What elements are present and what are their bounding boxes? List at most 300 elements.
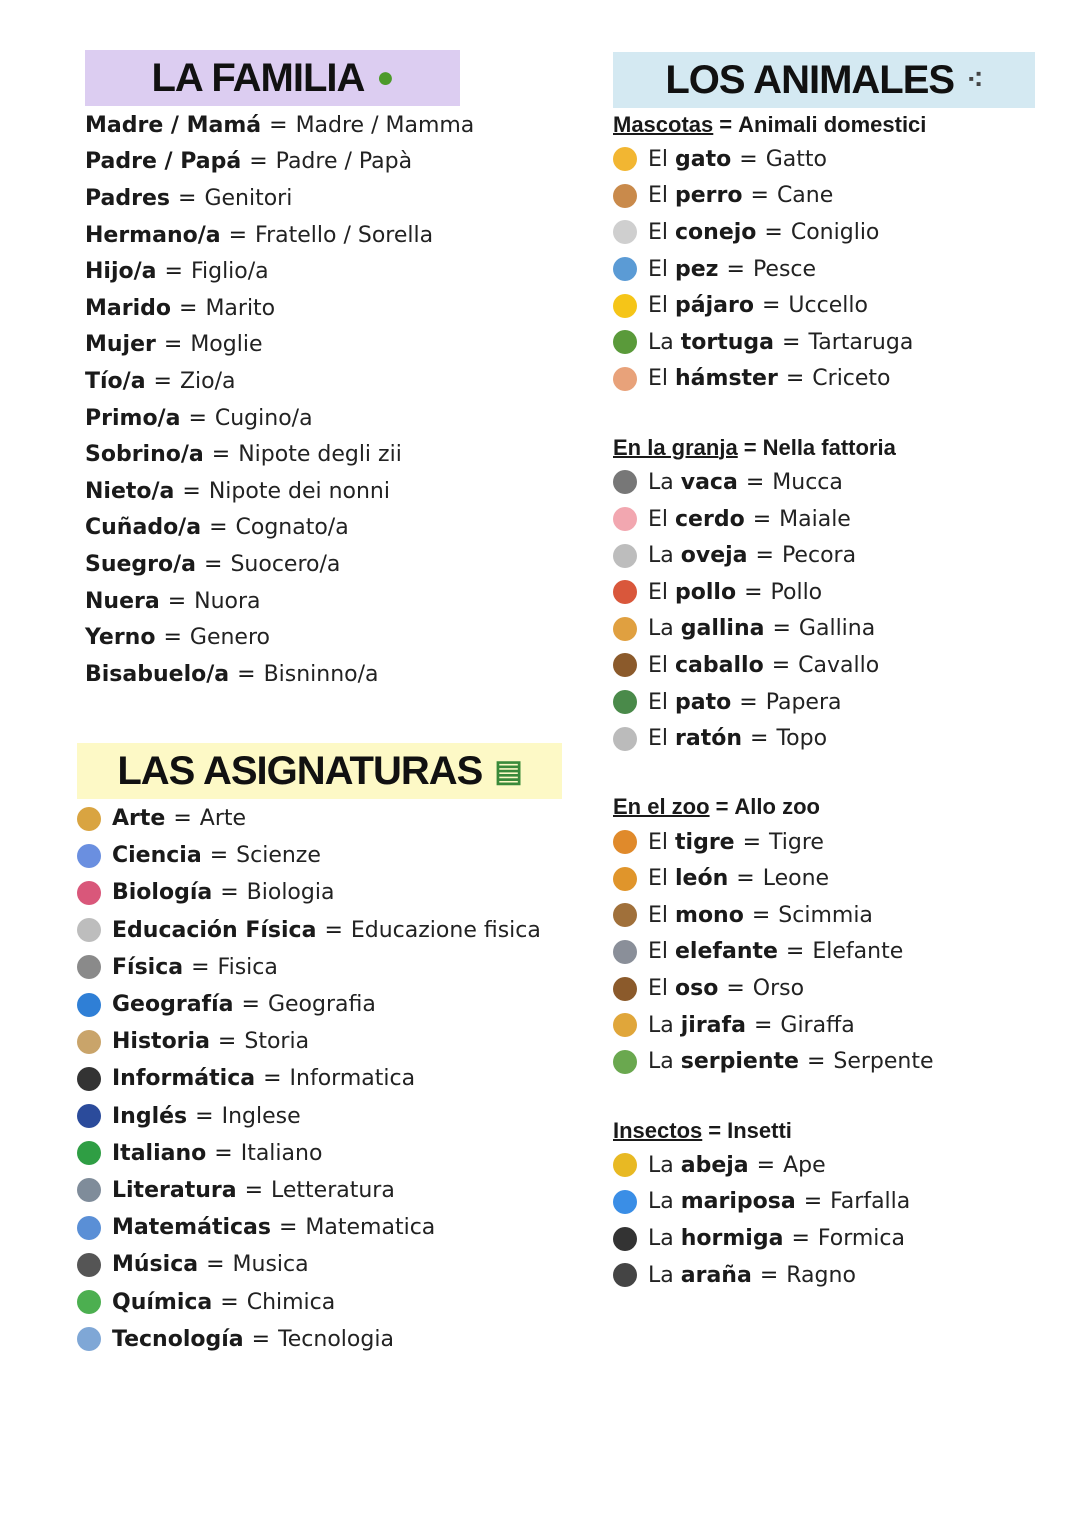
cow-icon xyxy=(613,470,637,494)
list-item xyxy=(77,1172,541,1209)
spanish-term: hormiga xyxy=(680,1226,784,1252)
article: La xyxy=(648,543,674,569)
article: El xyxy=(648,902,669,928)
italian-translation: Scienze xyxy=(236,843,321,869)
italian-translation: Uccello xyxy=(788,293,868,319)
animales-title: LOS ANIMALES xyxy=(665,57,955,102)
spanish-term: Mujer xyxy=(85,332,156,358)
familia-list xyxy=(85,107,474,693)
list-item xyxy=(613,251,934,288)
asignaturas-header xyxy=(77,743,562,799)
italian-translation: Ape xyxy=(783,1152,826,1178)
chicken-icon xyxy=(613,580,637,604)
pig-icon xyxy=(613,507,637,531)
butterfly-icon xyxy=(613,1190,637,1214)
bee-icon xyxy=(613,1153,637,1177)
equals-sign: = xyxy=(745,469,765,495)
italian-translation: Orso xyxy=(752,976,805,1002)
group-heading-it: Insetti xyxy=(727,1117,792,1143)
paw-prints-icon: ⁖ xyxy=(966,63,983,97)
spanish-term: caballo xyxy=(675,652,764,678)
spanish-term: Física xyxy=(112,954,184,980)
italian-translation: Topo xyxy=(776,726,828,752)
equals-sign: = xyxy=(249,149,268,175)
italian-translation: Fratello / Sorella xyxy=(255,222,434,248)
list-item xyxy=(613,647,934,684)
equals-sign: = xyxy=(153,368,172,394)
equals-sign: = xyxy=(206,1252,225,1278)
equals-sign: = xyxy=(751,902,771,928)
spanish-term: pato xyxy=(675,689,732,715)
list-item xyxy=(85,656,474,693)
equals-sign: = xyxy=(217,1029,237,1055)
group-heading-es: En el zoo xyxy=(613,794,710,820)
italian-translation: Zio/a xyxy=(179,368,236,394)
list-item xyxy=(85,400,474,437)
list-item xyxy=(77,1321,541,1358)
list-item xyxy=(77,949,541,986)
spanish-term: Bisabuelo/a xyxy=(85,661,230,687)
italian-translation: Geografia xyxy=(267,992,376,1018)
article: La xyxy=(648,1152,674,1178)
article: El xyxy=(648,366,669,392)
spanish-term: tigre xyxy=(675,829,735,855)
italian-translation: Criceto xyxy=(812,366,891,392)
horse-icon xyxy=(613,653,637,677)
equals-sign: = xyxy=(263,1066,282,1092)
equals-sign: = xyxy=(241,992,260,1018)
telescope-icon xyxy=(77,955,101,979)
equals-sign: = xyxy=(214,1140,233,1166)
equals-sign: = xyxy=(806,1049,826,1075)
list-item xyxy=(613,720,934,757)
list-item xyxy=(85,107,474,144)
equals-sign: = xyxy=(211,442,231,468)
list-item xyxy=(613,861,934,898)
group-heading xyxy=(613,108,934,141)
italian-translation: Scimmia xyxy=(778,902,873,928)
spanish-term: Arte xyxy=(112,806,166,832)
monkey-icon xyxy=(613,903,637,927)
equals-sign: = xyxy=(739,146,758,172)
spanish-term: Tío/a xyxy=(85,368,146,394)
spanish-term: Historia xyxy=(112,1029,210,1055)
italian-translation: Coniglio xyxy=(790,219,880,245)
list-item xyxy=(613,214,934,251)
group-heading-it: Allo zoo xyxy=(734,794,820,820)
italian-translation: Ragno xyxy=(786,1262,856,1288)
list-item xyxy=(613,537,934,574)
article: La xyxy=(648,1049,674,1075)
list-item xyxy=(613,287,934,324)
list-item xyxy=(77,1246,541,1283)
spanish-term: Suegro/a xyxy=(85,551,197,577)
equals-sign: = xyxy=(278,1215,298,1241)
group-heading-it: Nella fattoria xyxy=(762,434,896,460)
spanish-term: Tecnología xyxy=(112,1326,244,1352)
animales-header xyxy=(613,52,1035,108)
italian-translation: Letteratura xyxy=(271,1177,395,1203)
spanish-term: Hijo/a xyxy=(85,259,157,285)
equals-sign: = xyxy=(744,579,763,605)
list-item xyxy=(77,1209,541,1246)
spanish-term: mariposa xyxy=(680,1189,796,1215)
italian-translation: Nuora xyxy=(194,588,261,614)
list-item xyxy=(613,611,934,648)
elephant-icon xyxy=(613,940,637,964)
spanish-term: araña xyxy=(680,1262,752,1288)
group-heading-es: En la granja xyxy=(613,434,738,460)
list-item xyxy=(613,361,934,398)
equals-sign: = xyxy=(785,366,805,392)
equals-sign: = xyxy=(178,185,197,211)
spanish-term: gato xyxy=(675,146,732,172)
list-item xyxy=(613,1220,934,1257)
spanish-term: Primo/a xyxy=(85,405,181,431)
spanish-term: león xyxy=(675,866,729,892)
equals-sign: = xyxy=(750,183,769,209)
spanish-term: pollo xyxy=(675,579,737,605)
italian-translation: Padre / Papà xyxy=(275,149,413,175)
chick-icon xyxy=(613,294,637,318)
italian-translation: Genero xyxy=(189,625,270,651)
list-item xyxy=(85,546,474,583)
italian-translation: Madre / Mamma xyxy=(295,112,475,138)
list-item xyxy=(77,837,541,874)
equals-sign: = xyxy=(204,551,223,577)
italian-translation: Moglie xyxy=(190,332,263,358)
list-item xyxy=(613,1184,934,1221)
equals-sign: = xyxy=(164,259,183,285)
palette-icon xyxy=(77,807,101,831)
equals-sign: = xyxy=(772,616,791,642)
spanish-term: Padre / Papá xyxy=(85,149,242,175)
equals-sign: = xyxy=(761,293,781,319)
italian-translation: Pollo xyxy=(770,579,823,605)
italian-translation: Elefante xyxy=(812,939,904,965)
list-item xyxy=(77,1023,541,1060)
tree-icon: ● xyxy=(376,61,394,94)
article: El xyxy=(648,939,669,965)
italian-translation: Maiale xyxy=(779,506,851,532)
equals-sign: = xyxy=(726,256,745,282)
italian-translation: Farfalla xyxy=(830,1189,911,1215)
spanish-term: Madre / Mamá xyxy=(85,112,262,138)
italian-translation: Formica xyxy=(817,1226,905,1252)
article: El xyxy=(648,256,669,282)
italian-translation: Informatica xyxy=(289,1066,416,1092)
italian-translation: Cugino/a xyxy=(214,405,313,431)
spanish-term: Geografía xyxy=(112,992,234,1018)
uk-flag-icon xyxy=(77,1104,101,1128)
article: La xyxy=(648,1012,674,1038)
spanish-term: Marido xyxy=(85,295,171,321)
spanish-term: Yerno xyxy=(85,625,156,651)
fish-icon xyxy=(613,257,637,281)
spanish-term: elefante xyxy=(675,939,778,965)
article: El xyxy=(648,579,669,605)
spanish-term: Ciencia xyxy=(112,843,202,869)
spanish-term: Biología xyxy=(112,880,213,906)
italian-translation: Nipote dei nonni xyxy=(208,478,390,504)
equals-sign: = xyxy=(220,1289,239,1315)
equals-sign: = xyxy=(785,939,805,965)
list-item xyxy=(85,253,474,290)
familia-title: LA FAMILIA xyxy=(151,55,365,100)
equals-sign: = xyxy=(269,112,288,138)
list-item xyxy=(85,363,474,400)
italian-translation: Cognato/a xyxy=(235,515,349,541)
list-item xyxy=(613,934,934,971)
spanish-term: Matemáticas xyxy=(112,1215,271,1241)
spanish-term: tortuga xyxy=(680,329,775,355)
equals-sign: = xyxy=(736,866,755,892)
music-notes-icon xyxy=(77,1253,101,1277)
article: La xyxy=(648,1189,674,1215)
spanish-term: mono xyxy=(675,902,744,928)
italian-translation: Tigre xyxy=(769,829,824,855)
list-item xyxy=(613,464,934,501)
spanish-term: jirafa xyxy=(680,1012,746,1038)
petri-dish-icon xyxy=(77,881,101,905)
list-item xyxy=(85,619,474,656)
ant-icon xyxy=(613,1227,637,1251)
italian-translation: Matematica xyxy=(305,1215,436,1241)
list-item xyxy=(613,1007,934,1044)
group-heading xyxy=(613,1114,934,1147)
open-book-icon xyxy=(77,1178,101,1202)
snake-icon xyxy=(613,1050,637,1074)
sheep-icon xyxy=(613,544,637,568)
italian-translation: Biologia xyxy=(246,880,335,906)
equals-sign: = xyxy=(237,661,256,687)
group-heading-es: Mascotas xyxy=(613,111,714,137)
list-item xyxy=(613,1043,934,1080)
numbers-icon xyxy=(77,1216,101,1240)
equals-sign: = xyxy=(759,1262,779,1288)
spanish-term: Nieto/a xyxy=(85,478,175,504)
list-item xyxy=(77,912,541,949)
italian-translation: Tartaruga xyxy=(808,329,914,355)
equals-sign: = xyxy=(755,543,774,569)
list-item xyxy=(613,970,934,1007)
equals-sign: = xyxy=(715,794,729,820)
article: El xyxy=(648,689,669,715)
spanish-term: Informática xyxy=(112,1066,256,1092)
hamster-icon xyxy=(613,367,637,391)
spanish-term: Cuñado/a xyxy=(85,515,202,541)
italian-translation: Arte xyxy=(199,806,247,832)
list-item xyxy=(613,684,934,721)
giraffe-icon xyxy=(613,1013,637,1037)
animales-list xyxy=(613,108,934,1293)
spanish-term: hámster xyxy=(675,366,778,392)
list-item xyxy=(613,1257,934,1294)
equals-sign: = xyxy=(251,1326,271,1352)
list-item xyxy=(77,986,541,1023)
spanish-term: pez xyxy=(675,256,719,282)
spanish-term: Música xyxy=(112,1252,199,1278)
list-item xyxy=(613,1147,934,1184)
equals-sign: = xyxy=(167,588,187,614)
asignaturas-list xyxy=(77,800,541,1358)
cat-icon xyxy=(613,147,637,171)
spanish-term: Hermano/a xyxy=(85,222,221,248)
equals-sign: = xyxy=(173,806,192,832)
tiger-icon xyxy=(613,830,637,854)
italian-translation: Storia xyxy=(244,1029,310,1055)
rabbit-icon xyxy=(613,220,637,244)
list-item xyxy=(613,574,934,611)
list-item xyxy=(85,510,474,547)
spanish-term: serpiente xyxy=(680,1049,799,1075)
list-item xyxy=(85,436,474,473)
italian-translation: Tecnologia xyxy=(278,1326,394,1352)
italian-translation: Genitori xyxy=(204,185,293,211)
article: El xyxy=(648,652,669,678)
equals-sign: = xyxy=(743,434,757,460)
italian-translation: Nipote degli zii xyxy=(238,442,402,468)
list-item xyxy=(613,141,934,178)
equals-sign: = xyxy=(791,1226,810,1252)
spanish-term: Química xyxy=(112,1289,213,1315)
italian-translation: Suocero/a xyxy=(230,551,341,577)
test-tube-icon xyxy=(77,1290,101,1314)
equals-sign: = xyxy=(742,829,762,855)
equals-sign: = xyxy=(163,625,182,651)
list-item xyxy=(613,824,934,861)
list-item xyxy=(613,324,934,361)
mouse-icon xyxy=(613,727,637,751)
scroll-icon xyxy=(77,1030,101,1054)
globe-icon xyxy=(77,993,101,1017)
article: El xyxy=(648,146,669,172)
equals-sign: = xyxy=(782,329,801,355)
list-item xyxy=(85,290,474,327)
lion-icon xyxy=(613,867,637,891)
italian-translation: Pesce xyxy=(752,256,817,282)
article: El xyxy=(648,829,669,855)
list-item xyxy=(77,1060,541,1097)
spanish-term: ratón xyxy=(675,726,743,752)
italy-flag-icon xyxy=(77,1141,101,1165)
list-item xyxy=(613,178,934,215)
list-item xyxy=(85,144,474,181)
list-item xyxy=(77,1098,541,1135)
equals-sign: = xyxy=(209,515,228,541)
spanish-term: Nuera xyxy=(85,588,160,614)
spanish-term: vaca xyxy=(680,469,738,495)
books-icon: ▤ xyxy=(494,754,522,788)
equals-sign: = xyxy=(179,295,198,321)
list-item xyxy=(77,1283,541,1320)
italian-translation: Gatto xyxy=(765,146,827,172)
spanish-term: perro xyxy=(675,183,743,209)
italian-translation: Leone xyxy=(762,866,830,892)
italian-translation: Musica xyxy=(232,1252,309,1278)
list-item xyxy=(85,583,474,620)
article: El xyxy=(648,976,669,1002)
italian-translation: Pecora xyxy=(781,543,857,569)
equals-sign: = xyxy=(195,1103,214,1129)
equals-sign: = xyxy=(803,1189,823,1215)
equals-sign: = xyxy=(739,689,758,715)
italian-translation: Inglese xyxy=(221,1103,301,1129)
italian-translation: Giraffa xyxy=(780,1012,855,1038)
italian-translation: Italiano xyxy=(240,1140,323,1166)
spanish-term: Padres xyxy=(85,185,170,211)
equals-sign: = xyxy=(244,1177,264,1203)
rooster-icon xyxy=(613,617,637,641)
spanish-term: Italiano xyxy=(112,1140,207,1166)
equals-sign: = xyxy=(182,478,201,504)
italian-translation: Papera xyxy=(765,689,842,715)
equals-sign: = xyxy=(228,222,248,248)
list-item xyxy=(77,874,541,911)
italian-translation: Bisninno/a xyxy=(263,661,379,687)
article: El xyxy=(648,866,669,892)
duck-icon xyxy=(613,690,637,714)
group-heading xyxy=(613,431,934,464)
italian-translation: Marito xyxy=(205,295,276,321)
article: El xyxy=(648,506,669,532)
group-heading xyxy=(613,791,934,824)
equals-sign: = xyxy=(220,880,239,906)
spanish-term: pájaro xyxy=(675,293,754,319)
italian-translation: Figlio/a xyxy=(190,259,269,285)
article: La xyxy=(648,1226,674,1252)
group-heading-it: Animali domestici xyxy=(738,111,927,137)
italian-translation: Chimica xyxy=(246,1289,336,1315)
italian-translation: Serpente xyxy=(833,1049,934,1075)
equals-sign: = xyxy=(771,652,791,678)
group-heading-es: Insectos xyxy=(613,1117,703,1143)
italian-translation: Cane xyxy=(776,183,834,209)
equals-sign: = xyxy=(726,976,745,1002)
equals-sign: = xyxy=(209,843,229,869)
list-item xyxy=(85,180,474,217)
italian-translation: Gallina xyxy=(798,616,876,642)
equals-sign: = xyxy=(752,506,772,532)
italian-translation: Educazione fisica xyxy=(350,917,541,943)
spanish-term: Inglés xyxy=(112,1103,188,1129)
list-item xyxy=(85,217,474,254)
equals-sign: = xyxy=(191,954,210,980)
spanish-term: oso xyxy=(675,976,719,1002)
list-item xyxy=(77,800,541,837)
bear-icon xyxy=(613,977,637,1001)
list-item xyxy=(85,473,474,510)
article: El xyxy=(648,183,669,209)
spider-icon xyxy=(613,1263,637,1287)
equals-sign: = xyxy=(188,405,207,431)
equals-sign: = xyxy=(750,726,769,752)
asignaturas-title: LAS ASIGNATURAS xyxy=(117,748,483,793)
article: El xyxy=(648,726,669,752)
equals-sign: = xyxy=(324,917,343,943)
triangle-ruler-icon xyxy=(77,1327,101,1351)
turtle-icon xyxy=(613,330,637,354)
article: La xyxy=(648,1262,674,1288)
article: La xyxy=(648,616,674,642)
spanish-term: abeja xyxy=(680,1152,749,1178)
article: El xyxy=(648,219,669,245)
article: La xyxy=(648,469,674,495)
volleyball-icon xyxy=(77,918,101,942)
familia-header xyxy=(85,50,460,106)
equals-sign: = xyxy=(764,219,783,245)
laptop-icon xyxy=(77,1067,101,1091)
